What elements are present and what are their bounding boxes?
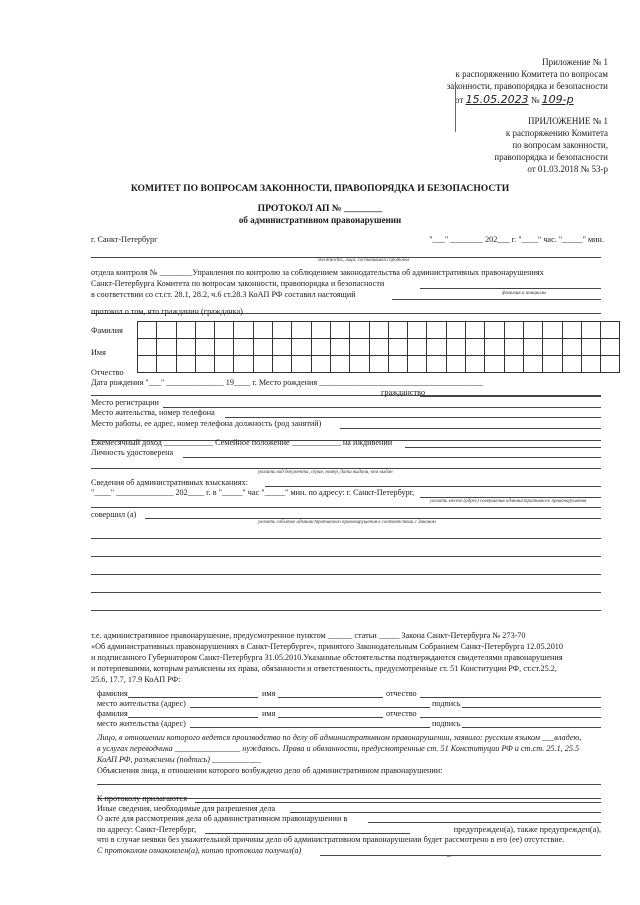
name-grid-cell[interactable]	[157, 356, 176, 373]
name-grid-cell[interactable]	[523, 339, 542, 356]
paragraph-line5: 25.6, 17.7, 17.9 КоАП РФ:	[91, 675, 181, 684]
absence-note: что в случае неявки без уважительной причины дело об административном правонарушении будет рассмотрено в его (ее) отсутствие.	[97, 835, 565, 844]
name-grid-cell[interactable]	[446, 322, 465, 339]
name-grid-cell[interactable]	[581, 356, 600, 373]
name-grid-cell[interactable]	[504, 322, 523, 339]
annex1-title: Приложение № 1	[542, 57, 608, 67]
witness1-name-label: имя	[262, 689, 276, 698]
paragraph-line4: и потерпевшими, которым разъяснены их права, обязанности и ответственность, предусмотренные ст. 51 Конституции РФ, ст.ст.25.2,	[91, 664, 557, 673]
name-grid-cell[interactable]	[523, 356, 542, 373]
label-income: Ежемесячный доход ____________ Семейное положение ____________ на иждивении	[91, 438, 393, 447]
name-letter-grid[interactable]	[137, 321, 620, 373]
witness2-patronymic-label: отчество	[386, 709, 417, 718]
name-grid-row	[138, 322, 620, 339]
name-grid-cell[interactable]	[427, 356, 446, 373]
name-grid-cell[interactable]	[253, 339, 272, 356]
name-grid-cell[interactable]	[562, 322, 581, 339]
witness1-sign-label: подпись	[432, 699, 461, 708]
address-spb: по адресу: Санкт-Петербург,	[97, 825, 197, 834]
protocol-about: протокол о том, что гражданин (гражданка)	[91, 307, 243, 316]
name-grid-cell[interactable]	[215, 356, 234, 373]
witness2-address-label: место жительства (адрес)	[97, 719, 186, 728]
attached-label: К протоколу прилагаются	[97, 794, 187, 803]
name-grid-cell[interactable]	[350, 356, 369, 373]
hint-event: указать событие административного правонарушения в соответствии с Законом	[258, 520, 436, 525]
name-grid-cell[interactable]	[195, 339, 214, 356]
warned: предупрежден(а), также предупрежден(а),	[453, 825, 601, 834]
name-grid-cell[interactable]	[601, 356, 620, 373]
name-grid-cell[interactable]	[176, 356, 195, 373]
name-grid-cell[interactable]	[138, 339, 157, 356]
name-grid-cell[interactable]	[408, 356, 427, 373]
hint-fio: фамилия и инициалы	[502, 291, 547, 296]
name-grid-cell[interactable]	[427, 322, 446, 339]
name-grid-cell[interactable]	[543, 339, 562, 356]
name-grid-cell[interactable]	[543, 322, 562, 339]
name-grid-cell[interactable]	[350, 339, 369, 356]
body-line3: в соответствии со ст.ст. 28.1, 28.2, ч.6 ст.28.3 КоАП РФ составил настоящий	[91, 290, 356, 299]
name-grid-cell[interactable]	[408, 322, 427, 339]
name-grid-cell[interactable]	[350, 322, 369, 339]
body-line2: Санкт-Петербурга Комитета по вопросам законности, правопорядка и безопасности	[91, 279, 385, 288]
protocol-title: ПРОТОКОЛ АП № ________	[257, 203, 383, 214]
name-grid-cell[interactable]	[330, 356, 349, 373]
name-grid-cell[interactable]	[446, 356, 465, 373]
name-grid-cell[interactable]	[195, 322, 214, 339]
name-grid-cell[interactable]	[234, 339, 253, 356]
name-grid-cell[interactable]	[446, 339, 465, 356]
name-grid-cell[interactable]	[330, 322, 349, 339]
name-grid-cell[interactable]	[273, 322, 292, 339]
label-registration: Место регистрации	[91, 398, 159, 407]
annex2-line3: по вопросам законности,	[512, 140, 608, 150]
name-grid-row	[138, 339, 620, 356]
label-name: Имя	[91, 348, 106, 357]
city: г. Санкт-Петербург	[91, 235, 158, 244]
name-grid-cell[interactable]	[408, 339, 427, 356]
annex2-line5: от 01.03.2018 № 53-р	[527, 164, 608, 174]
name-grid-cell[interactable]	[466, 339, 485, 356]
witness2-name-label: имя	[262, 709, 276, 718]
name-grid-cell[interactable]	[388, 356, 407, 373]
paragraph-line1: т.е. административное правонарушение, предусмотренное пунктом ______ статьи _____ Закона Санкт-Петербурга № 273-70	[91, 631, 526, 640]
name-grid-cell[interactable]	[369, 339, 388, 356]
label-id: Личность удостоверена	[91, 448, 174, 457]
name-grid-cell[interactable]	[215, 339, 234, 356]
paragraph-line2: «Об административных правонарушениях в Санкт-Петербурге», принятого Законодательным Собранием Санкт-Петербурга 12.05.2010	[91, 642, 563, 651]
name-grid-cell[interactable]	[138, 356, 157, 373]
name-grid-cell[interactable]	[273, 356, 292, 373]
name-grid-cell[interactable]	[311, 339, 330, 356]
name-grid-cell[interactable]	[581, 339, 600, 356]
signature-mark: 〜	[442, 852, 452, 863]
name-grid-cell[interactable]	[427, 339, 446, 356]
name-grid-cell[interactable]	[176, 339, 195, 356]
witness2-sign-label: подпись	[432, 719, 461, 728]
annex2-line4: правопорядка и безопасности	[494, 152, 608, 162]
person-line1: Лицо, в отношении которого ведется производство по делу об административном правонарушении, заявило: русским языком ___владею,	[97, 733, 582, 742]
label-dob: Дата рождения "___" ______________ 19____ г. Место рождения ________________________________________	[91, 378, 483, 387]
name-grid-row	[138, 356, 620, 373]
penalties: Сведения об административных взысканиях:	[91, 478, 248, 487]
label-citizenship: гражданство	[381, 388, 426, 397]
name-grid-cell[interactable]	[273, 339, 292, 356]
name-grid-cell[interactable]	[253, 322, 272, 339]
annex2-title: ПРИЛОЖЕНИЕ № 1	[527, 116, 608, 126]
annex1-line2: к распоряжению Комитета по вопросам	[455, 69, 608, 79]
event-line: "____" ______________ 202____ г. в "_____" час "_____" мин. по адресу: г. Санкт-Петербург,	[91, 488, 415, 497]
label-surname: Фамилия	[91, 326, 123, 335]
explanation-label: Объяснения лица, в отношении которого возбуждено дело об административном правонарушении:	[97, 766, 443, 775]
name-grid-cell[interactable]	[311, 322, 330, 339]
label-work: Место работы, ее адрес, номер телефона должность (род занятий)	[91, 419, 322, 428]
protocol-subtitle: об административном правонарушении	[238, 215, 402, 225]
name-grid-cell[interactable]	[369, 322, 388, 339]
body-line1: отдела контроля № ________Управления по контролю за соблюдением законодательства об административных правонарушениях	[91, 268, 544, 277]
name-grid-cell[interactable]	[157, 339, 176, 356]
name-grid-cell[interactable]	[543, 356, 562, 373]
name-grid-cell[interactable]	[562, 356, 581, 373]
name-grid-cell[interactable]	[485, 356, 504, 373]
committee-title: КОМИТЕТ ПО ВОПРОСАМ ЗАКОННОСТИ, ПРАВОПОРЯДКА И БЕЗОПАСНОСТИ	[130, 183, 510, 194]
name-grid-cell[interactable]	[292, 322, 311, 339]
name-grid-cell[interactable]	[562, 339, 581, 356]
name-grid-cell[interactable]	[234, 322, 253, 339]
annex1-date-row: от 15.05.2023 № 109-р	[455, 93, 574, 106]
margin-mark	[455, 82, 456, 132]
label-residence: Место жительства, номер телефона	[91, 408, 215, 417]
annex1-date-handwritten: 15.05.2023	[465, 93, 529, 106]
annex1-number-handwritten: 109-р	[541, 93, 574, 106]
name-grid-cell[interactable]	[466, 322, 485, 339]
name-grid-cell[interactable]	[215, 322, 234, 339]
hint-address: указать место (адрес) совершения административного правонарушения	[430, 499, 587, 504]
witness2-surname-label: фамилия	[97, 709, 128, 718]
name-grid-cell[interactable]	[311, 356, 330, 373]
name-grid-cell[interactable]	[523, 322, 542, 339]
name-grid-cell[interactable]	[195, 356, 214, 373]
name-grid-cell[interactable]	[485, 322, 504, 339]
act-label: О акте для рассмотрения дела об административном правонарушении в	[97, 814, 348, 823]
acquainted-label: С протоколом ознакомлен(а), копию протокола получил(а)	[97, 846, 302, 855]
annex2-line2: к распоряжению Комитета	[505, 128, 608, 138]
datetime-line: "___" ________ 202___ г. "____" час. "_____" мин.	[429, 235, 604, 244]
name-grid-cell[interactable]	[369, 356, 388, 373]
name-grid-cell[interactable]	[157, 322, 176, 339]
witness1-surname-label: фамилия	[97, 689, 128, 698]
hint-official: должность, лица, составившего протокол	[318, 258, 410, 263]
name-grid-cell[interactable]	[292, 356, 311, 373]
name-grid-cell[interactable]	[485, 339, 504, 356]
name-grid-cell[interactable]	[601, 339, 620, 356]
name-grid-cell[interactable]	[234, 356, 253, 373]
name-grid-cell[interactable]	[138, 322, 157, 339]
name-grid-cell[interactable]	[504, 356, 523, 373]
name-grid-cell[interactable]	[330, 339, 349, 356]
annex1-line3: законности, правопорядка и безопасности	[446, 81, 608, 91]
name-grid-cell[interactable]	[388, 322, 407, 339]
hint-doc: указать вид документа, серия, номер, дата выдачи, кем выдан	[258, 470, 393, 475]
other-label: Иные сведения, необходимые для разрешения дела	[97, 804, 276, 813]
name-grid-cell[interactable]	[466, 356, 485, 373]
name-grid-cell[interactable]	[388, 339, 407, 356]
witness1-patronymic-label: отчество	[386, 689, 417, 698]
name-grid-cell[interactable]	[504, 339, 523, 356]
name-grid-cell[interactable]	[601, 322, 620, 339]
paragraph-line3: и подписанного Губернатором Санкт-Петербурга 31.05.2010.Указанные обстоятельства подтверждаются свидетелями правонарушения	[91, 653, 563, 662]
name-grid-cell[interactable]	[176, 322, 195, 339]
name-grid-cell[interactable]	[581, 322, 600, 339]
person-line2: в услугах переводчика ________________ нуждаюсь. Права и обязанности, предусмотренные ст. 51 Конституции РФ и ст.ст. 25.1, 25.5	[97, 744, 580, 753]
name-grid-cell[interactable]	[253, 356, 272, 373]
label-patronymic: Отчество	[91, 368, 124, 377]
person-line3: КоАП РФ, разъяснены (подпись) ____________	[97, 755, 262, 764]
committed: совершил (а)	[91, 510, 137, 519]
name-grid-cell[interactable]	[292, 339, 311, 356]
witness1-address-label: место жительства (адрес)	[97, 699, 186, 708]
